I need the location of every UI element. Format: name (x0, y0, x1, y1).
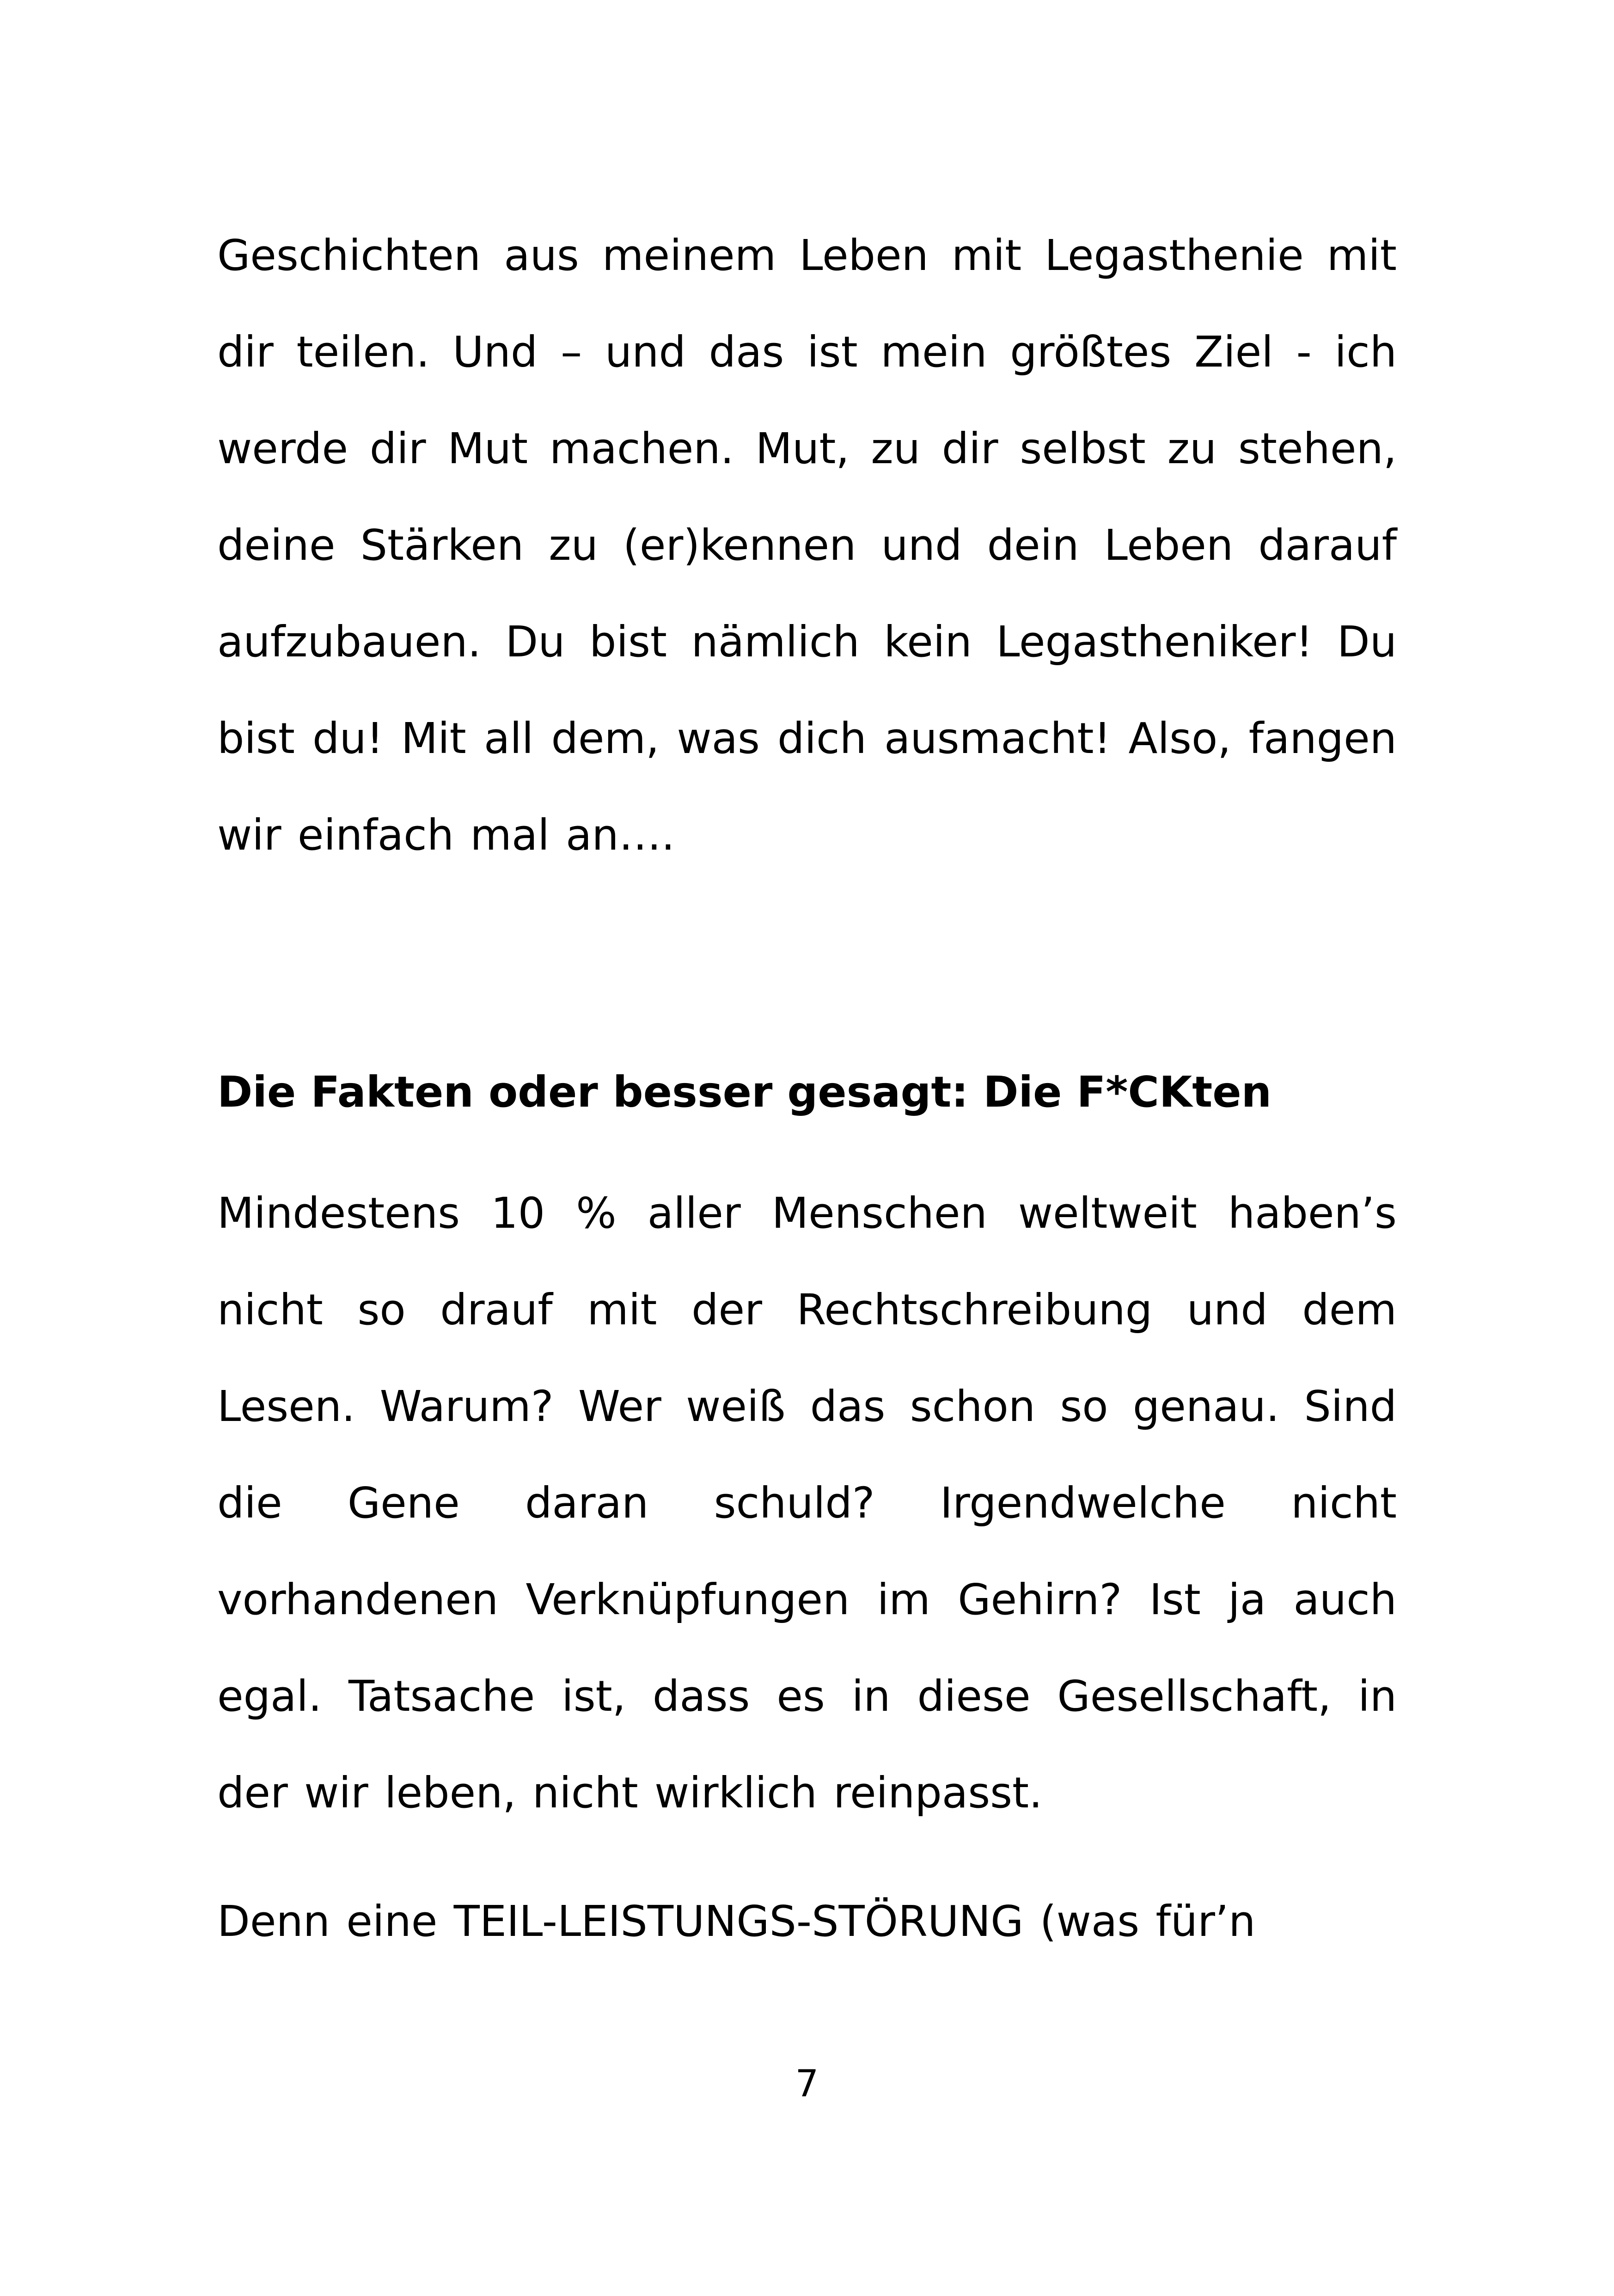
body-paragraph-1: Geschichten aus meinem Leben mit Legasthenie mit dir teilen. Und – und das ist mein größtes Ziel - ich werde dir Mut machen. Mut, zu dir selbst zu stehen, deine Stärken zu (er)kennen und dein Leben darauf aufzubauen. Du bist nämlich kein Legastheniker! Du bist du! Mit all dem, was dich ausmacht! Also, fangen wir einfach mal an…. (217, 231, 1397, 860)
page-number: 7 (795, 2062, 819, 2105)
body-paragraph-3: Denn eine TEIL-LEISTUNGS-STÖRUNG (was für’n (217, 1897, 1256, 1946)
section-heading: Die Fakten oder besser gesagt: Die F*CKten (217, 1067, 1272, 1117)
body-paragraph-2: Mindestens 10 % aller Menschen weltweit haben’s nicht so drauf mit der Rechtschreibung und dem Lesen. Warum? Wer weiß das schon so genau. Sind die Gene daran schuld? Irgendwelche nicht vorhandenen Verknüpfungen im Gehirn? Ist ja auch egal. Tatsache ist, dass es in diese Gesellschaft, in der wir leben, nicht wirklich reinpasst. (217, 1188, 1397, 1818)
